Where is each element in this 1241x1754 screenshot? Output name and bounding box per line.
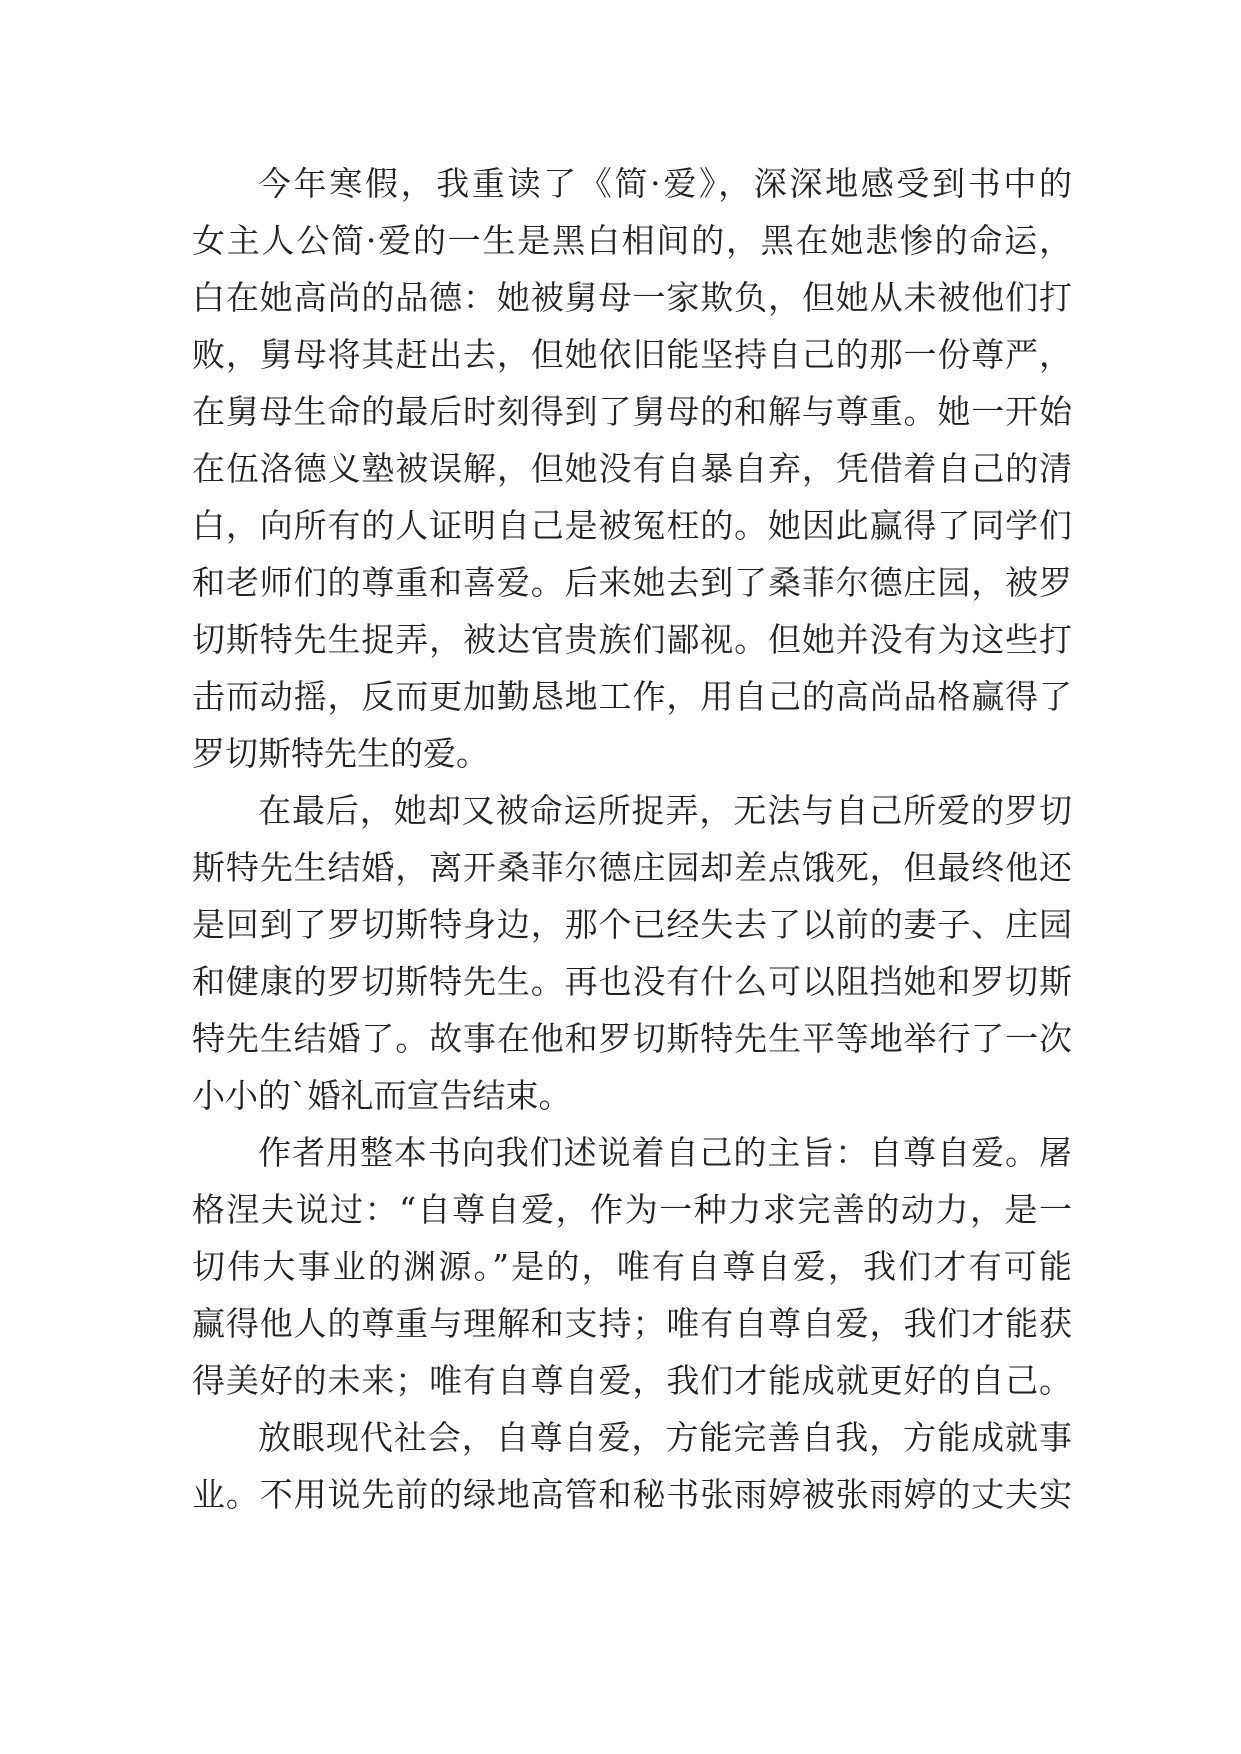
text-line: 赢得他人的尊重与理解和支持；唯有自尊自爱，我们才能获 <box>192 1304 1072 1343</box>
text-line: 小小的`婚礼而宣告结束。 <box>192 1076 572 1115</box>
text-line: 在舅母生命的最后时刻得到了舅母的和解与尊重。她一开始 <box>192 392 1072 431</box>
text-line: 和健康的罗切斯特先生。再也没有什么可以阻挡她和罗切斯 <box>192 962 1072 1001</box>
text-line: 罗切斯特先生的爱。 <box>192 734 489 773</box>
paragraph <box>192 1409 1072 1523</box>
text-line: 女主人公简·爱的一生是黑白相间的，黑在她悲惨的命运， <box>192 221 1072 260</box>
text-line: 白，向所有的人证明自己是被冤枉的。她因此赢得了同学们 <box>192 506 1072 545</box>
text-line: 斯特先生结婚，离开桑菲尔德庄园却差点饿死，但最终他还 <box>192 848 1072 887</box>
text-line: 击而动摇，反而更加勤恳地工作，用自己的高尚品格赢得了 <box>192 677 1072 716</box>
text-line: 切伟大事业的渊源。”是的，唯有自尊自爱，我们才有可能 <box>192 1247 1072 1286</box>
paragraph <box>192 155 1072 782</box>
text-line: 是回到了罗切斯特身边，那个已经失去了以前的妻子、庄园 <box>192 905 1072 944</box>
text-line: 特先生结婚了。故事在他和罗切斯特先生平等地举行了一次 <box>192 1019 1072 1058</box>
text-line: 和老师们的尊重和喜爱。后来她去到了桑菲尔德庄园，被罗 <box>192 563 1072 602</box>
text-line: 在最后，她却又被命运所捉弄，无法与自己所爱的罗切 <box>258 791 1072 830</box>
text-line: 在伍洛德义塾被误解，但她没有自暴自弃，凭借着自己的清 <box>192 449 1072 488</box>
text-line: 业。不用说先前的绿地高管和秘书张雨婷被张雨婷的丈夫实 <box>192 1475 1072 1514</box>
text-line: 今年寒假，我重读了《简·爱》，深深地感受到书中的 <box>258 164 1072 203</box>
document-body <box>192 155 1072 1523</box>
paragraph <box>192 1124 1072 1409</box>
text-line: 放眼现代社会，自尊自爱，方能完善自我，方能成就事 <box>258 1418 1072 1457</box>
text-line: 格涅夫说过：“自尊自爱，作为一种力求完善的动力，是一 <box>192 1190 1072 1229</box>
text-line: 作者用整本书向我们述说着自己的主旨：自尊自爱。屠 <box>258 1133 1072 1172</box>
text-line: 得美好的未来；唯有自尊自爱，我们才能成就更好的自己。 <box>192 1361 1072 1400</box>
text-line: 白在她高尚的品德：她被舅母一家欺负，但她从未被他们打 <box>192 278 1072 317</box>
paragraph <box>192 782 1072 1124</box>
text-line: 切斯特先生捉弄，被达官贵族们鄙视。但她并没有为这些打 <box>192 620 1072 659</box>
text-line: 败，舅母将其赶出去，但她依旧能坚持自己的那一份尊严， <box>192 335 1072 374</box>
